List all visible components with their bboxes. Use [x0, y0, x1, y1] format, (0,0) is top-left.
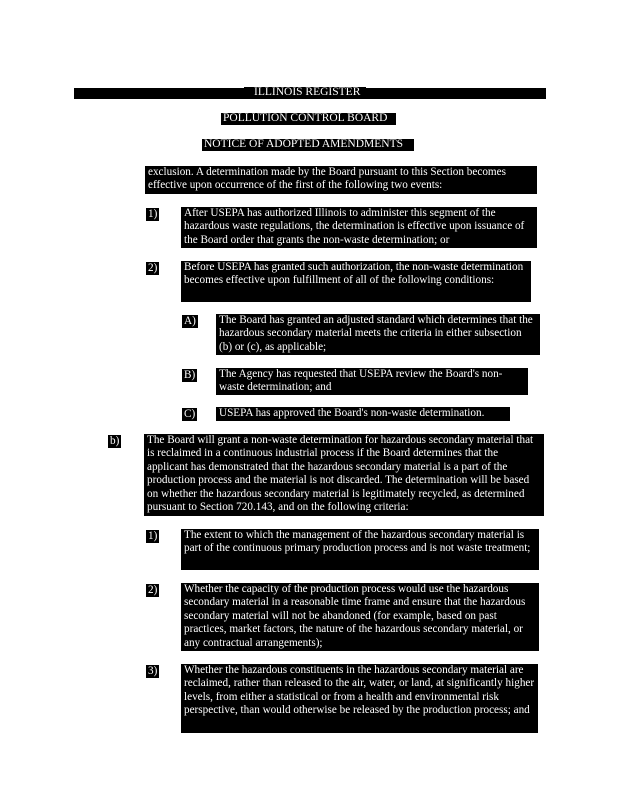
condition-a-paragraph: [216, 314, 540, 355]
section-b-text: The Board will grant a non-waste determination for hazardous secondary material that is reclaimed in a continuous industrial process if the Board determines that the applicant has demonstrated that the hazardous secondary material is a part of the production process and the material is not discarded. The determination will be based on whether the hazardous secondary material is legitimately recycled, as determined pursuant to Section 720.143, and on the following criteria:: [147, 434, 534, 514]
criterion-1-label: 1): [148, 530, 158, 542]
event-1-paragraph: [181, 207, 537, 248]
criterion-3-text: Whether the hazardous constituents in the hazardous secondary material are reclaimed, rather than released to the air, water, or land, at significantly higher levels, from either a statistical or from a health and environmental risk perspective, than would otherwise be released by the production process; and: [184, 664, 535, 717]
criterion-2-text: Whether the capacity of the production process would use the hazardous secondary material in a reasonable time frame and ensure that the hazardous secondary material will not be abandoned (for example, based on past practices, market factors, the nature of the hazardous secondary material, or any contractual arrangements);: [184, 583, 526, 649]
criterion-1-paragraph: [181, 529, 539, 570]
intro-paragraph: [145, 166, 537, 194]
criterion-2-label: 2): [148, 584, 158, 596]
header-board: POLLUTION CONTROL BOARD: [223, 112, 388, 124]
criterion-2-paragraph: [181, 583, 539, 651]
event-1-text: After USEPA has authorized Illinois to administer this segment of the hazardous waste regulations, the determination is effective upon issuance of the Board order that grants the non-waste determination; or: [184, 207, 525, 246]
condition-a-text: The Board has granted an adjusted standard which determines that the hazardous secondary material meets the criteria in either subsection (b) or (c), as applicable;: [219, 314, 533, 353]
event-1-label: 1): [148, 208, 158, 220]
criterion-3-label: 3): [148, 665, 158, 677]
section-b-paragraph: [144, 434, 544, 516]
header-notice: NOTICE OF ADOPTED AMENDMENTS: [204, 138, 404, 150]
criterion-1-text: The extent to which the management of the hazardous secondary material is part of the continuous primary production process and is not waste treatment;: [184, 529, 531, 555]
event-2-label: 2): [148, 262, 158, 274]
condition-c-label: C): [184, 408, 196, 420]
event-2-text: Before USEPA has granted such authorization, the non-waste determination becomes effective upon fulfillment of all of the following conditions:: [184, 261, 524, 287]
header-register: ILLINOIS REGISTER: [254, 86, 361, 98]
condition-b-paragraph: [216, 368, 528, 395]
condition-a-label: A): [184, 315, 196, 327]
intro-text: exclusion. A determination made by the Board pursuant to this Section becomes effective upon occurrence of the first of the following two events:: [148, 166, 506, 192]
condition-b-text: The Agency has requested that USEPA review the Board's non-waste determination; and: [219, 368, 503, 394]
condition-c-text: USEPA has approved the Board's non-waste determination.: [219, 407, 485, 419]
condition-b-label: B): [184, 369, 196, 381]
header-rule-right: [366, 88, 546, 99]
section-b-label: b): [110, 435, 120, 447]
condition-c-paragraph: [216, 407, 510, 421]
event-2-paragraph: [181, 261, 531, 302]
criterion-3-paragraph: [181, 664, 538, 733]
